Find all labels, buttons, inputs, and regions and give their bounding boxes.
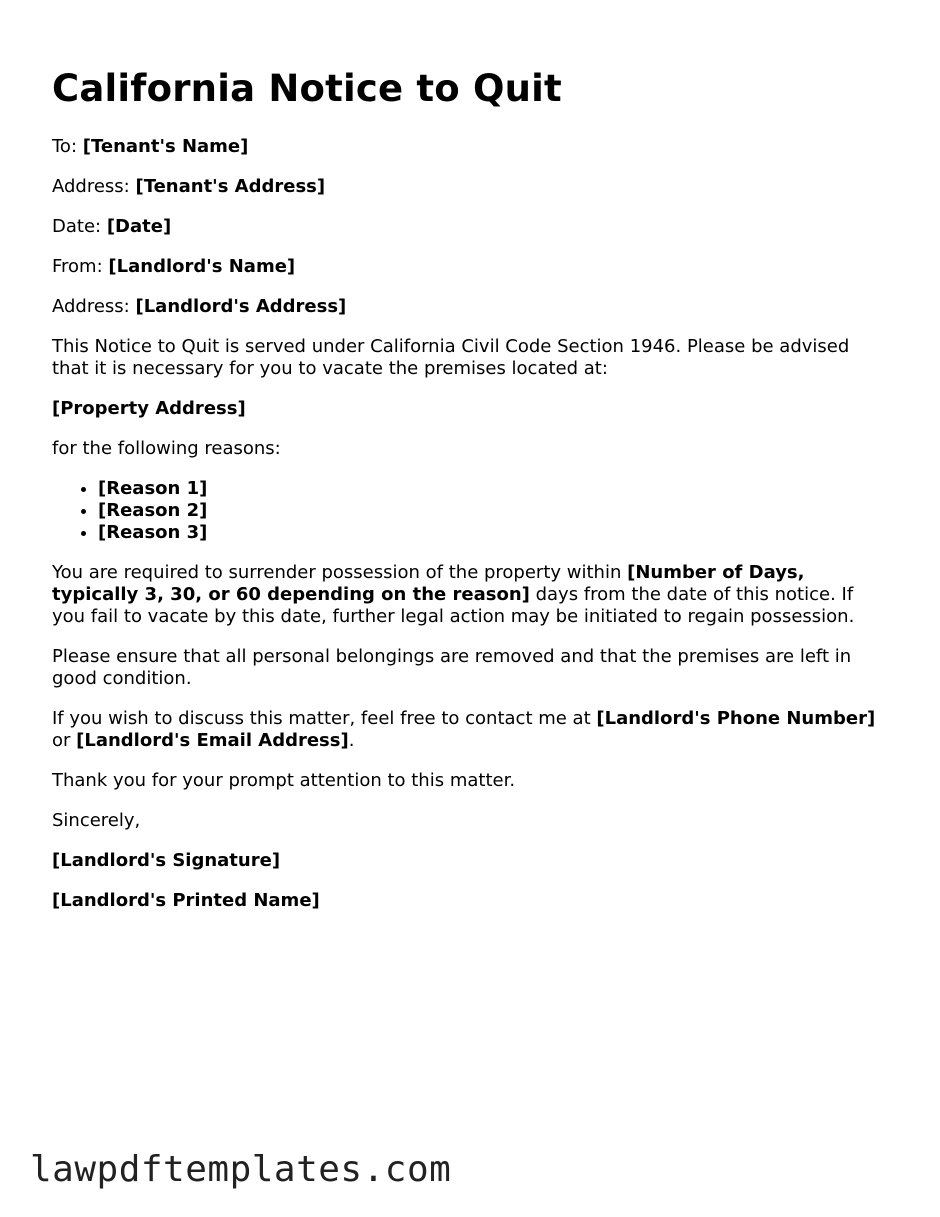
landlord-name: [Landlord's Name] bbox=[108, 256, 296, 277]
contact-text-middle: or bbox=[52, 730, 77, 751]
property-address: [Property Address] bbox=[52, 398, 246, 419]
tenant-address-label: Address: bbox=[52, 176, 130, 197]
document-page bbox=[52, 0, 882, 930]
surrender-paragraph bbox=[52, 562, 882, 628]
from-label: From: bbox=[52, 256, 103, 277]
contact-text-before: If you wish to discuss this matter, feel free to contact me at bbox=[52, 708, 597, 729]
landlord-email: [Landlord's Email Address] bbox=[76, 730, 349, 751]
tenant-address: [Tenant's Address] bbox=[135, 176, 326, 197]
watermark: lawpdftemplates.com bbox=[30, 1149, 452, 1190]
to-line bbox=[52, 136, 882, 158]
contact-text-after: . bbox=[348, 730, 355, 751]
surrender-text-before: You are required to surrender possession of the property within bbox=[52, 562, 628, 583]
thanks-paragraph: Thank you for your prompt attention to this matter. bbox=[52, 770, 516, 791]
property-address-line bbox=[52, 398, 882, 420]
reason-3: [Reason 3] bbox=[98, 522, 208, 543]
printed-name-line bbox=[52, 890, 882, 912]
reason-1: [Reason 1] bbox=[98, 478, 208, 499]
date-label: Date: bbox=[52, 216, 102, 237]
landlord-signature: [Landlord's Signature] bbox=[52, 850, 281, 871]
date-line bbox=[52, 216, 882, 238]
intro-paragraph: This Notice to Quit is served under California Civil Code Section 1946. Please be advised that it is necessary for you to vacate the premises located at: bbox=[52, 336, 850, 379]
surrender-text-after: days from the date of this notice. If you fail to vacate by this date, further legal action may be initiated to regain possession. bbox=[52, 584, 855, 627]
landlord-phone: [Landlord's Phone Number] bbox=[596, 708, 876, 729]
number-of-days: [Number of Days, typically 3, 30, or 60 depending on the reason] bbox=[52, 562, 805, 605]
to-label: To: bbox=[52, 136, 78, 157]
landlord-address-line bbox=[52, 296, 882, 318]
reasons-intro: for the following reasons: bbox=[52, 438, 281, 459]
list-item bbox=[98, 478, 882, 500]
tenant-address-line bbox=[52, 176, 882, 198]
closing: Sincerely, bbox=[52, 810, 141, 831]
landlord-address-label: Address: bbox=[52, 296, 130, 317]
reasons-list bbox=[52, 478, 882, 544]
list-item bbox=[98, 522, 882, 544]
belongings-paragraph: Please ensure that all personal belongings are removed and that the premises are left in good condition. bbox=[52, 646, 852, 689]
date-value: [Date] bbox=[106, 216, 172, 237]
signature-line bbox=[52, 850, 882, 872]
contact-paragraph bbox=[52, 708, 882, 752]
from-line bbox=[52, 256, 882, 278]
landlord-printed-name: [Landlord's Printed Name] bbox=[52, 890, 320, 911]
list-item bbox=[98, 500, 882, 522]
landlord-address: [Landlord's Address] bbox=[135, 296, 347, 317]
reason-2: [Reason 2] bbox=[98, 500, 208, 521]
tenant-name: [Tenant's Name] bbox=[82, 136, 249, 157]
document-title: California Notice to Quit bbox=[52, 67, 562, 110]
